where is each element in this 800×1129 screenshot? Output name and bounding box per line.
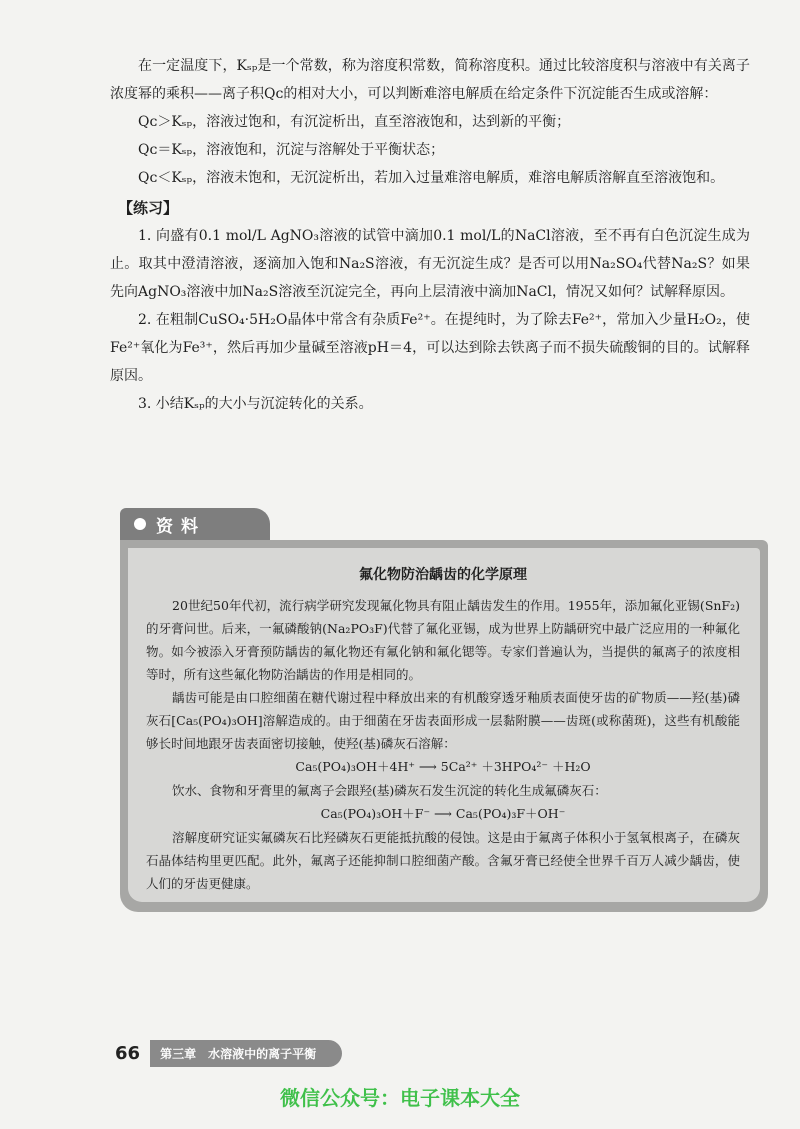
info-tab-label: 资料 xyxy=(156,516,206,537)
chapter-title: 水溶液中的离子平衡 xyxy=(208,1047,317,1061)
chemical-equation: Ca₅(PO₄)₃OH＋4H⁺ ⟶ 5Ca²⁺ ＋3HPO₄²⁻ ＋H₂O xyxy=(295,759,591,774)
info-paragraph: 20世纪50年代初，流行病学研究发现氟化物具有阻止龋齿发生的作用。1955年，添加氟化亚锡(SnF₂)的牙膏问世。后来，一氟磷酸钠(Na₂PO₃F)代替了氟化亚锡，成为世界上防龋研究中最广泛应用的一种氟化物。如今被添入牙膏预防龋齿的氟化物还有氟化钠和氟化锶等。专家们普遍认为，当提供的氟离子的浓度相等时，所有这些氟化物防治龋齿的作用是相同的。 xyxy=(146,598,740,682)
info-title: 氟化物防治龋齿的化学原理 xyxy=(359,567,527,583)
page-number: 66 xyxy=(115,1043,141,1064)
condition-unsaturated: Qᴄ＜Kₛₚ，溶液未饱和，无沉淀析出，若加入过量难溶电解质，难溶电解质溶解直至溶液饱和。 xyxy=(138,170,725,186)
info-paragraph: 溶解度研究证实氟磷灰石比羟磷灰石更能抵抗酸的侵蚀。这是由于氟离子体积小于氢氧根离子，在磷灰石晶体结构里更匹配。此外，氟离子还能抑制口腔细菌产酸。含氟牙膏已经使全世界千百万人减少龋齿，使人们的牙齿更健康。 xyxy=(146,830,740,891)
exercise-3: 3. 小结Kₛₚ的大小与沉淀转化的关系。 xyxy=(138,396,373,412)
intro-paragraph: 在一定温度下，Kₛₚ是一个常数，称为溶度积常数，简称溶度积。通过比较溶度积与溶液中有关离子浓度幂的乘积——离子积Qᴄ的相对大小，可以判断难溶电解质在给定条件下沉淀能否生成或溶解： xyxy=(110,58,750,102)
info-box-content xyxy=(128,548,760,902)
chapter-banner xyxy=(150,1040,342,1067)
main-text xyxy=(110,52,750,418)
chapter-label: 第三章 xyxy=(160,1047,197,1061)
watermark: 微信公众号：电子课本大全 xyxy=(280,1086,520,1110)
practice-heading: 【练习】 xyxy=(118,199,179,217)
condition-saturated: Qᴄ＝Kₛₚ，溶液饱和，沉淀与溶解处于平衡状态； xyxy=(138,142,445,158)
chemical-equation: Ca₅(PO₄)₃OH＋F⁻ ⟶ Ca₅(PO₄)₃F＋OH⁻ xyxy=(320,806,566,821)
page-footer xyxy=(115,1040,342,1067)
info-paragraph: 龋齿可能是由口腔细菌在糖代谢过程中释放出来的有机酸穿透牙釉质表面使牙齿的矿物质——羟(基)磷灰石[Ca₅(PO₄)₃OH]溶解造成的。由于细菌在牙齿表面形成一层黏附膜——齿斑(或称菌斑)，这些有机酸能够长时间地跟牙齿表面密切接触，使羟(基)磷灰石溶解： xyxy=(146,690,740,751)
exercise-2: 2. 在粗制CuSO₄·5H₂O晶体中常含有杂质Fe²⁺。在提纯时，为了除去Fe²⁺，常加入少量H₂O₂，使Fe²⁺氧化为Fe³⁺，然后再加少量碱至溶液pH＝4，可以达到除去铁离子而不损失硫酸铜的目的。试解释原因。 xyxy=(110,312,750,384)
condition-supersaturated: Qᴄ＞Kₛₚ，溶液过饱和，有沉淀析出，直至溶液饱和，达到新的平衡； xyxy=(138,114,571,130)
info-paragraph: 饮水、食物和牙膏里的氟离子会跟羟(基)磷灰石发生沉淀的转化生成氟磷灰石： xyxy=(172,783,607,798)
info-tab xyxy=(120,508,270,540)
bullet-dot-icon xyxy=(134,518,146,530)
info-box xyxy=(120,540,768,912)
exercise-1: 1. 向盛有0.1 mol/L AgNO₃溶液的试管中滴加0.1 mol/L的NaCl溶液，至不再有白色沉淀生成为止。取其中澄清溶液，逐滴加入饱和Na₂S溶液，有无沉淀生成？是否可以用Na₂SO₄代替Na₂S？如果先向AgNO₃溶液中加Na₂S溶液至沉淀完全，再向上层清液中滴加NaCl，情况又如何？试解释原因。 xyxy=(110,228,750,300)
